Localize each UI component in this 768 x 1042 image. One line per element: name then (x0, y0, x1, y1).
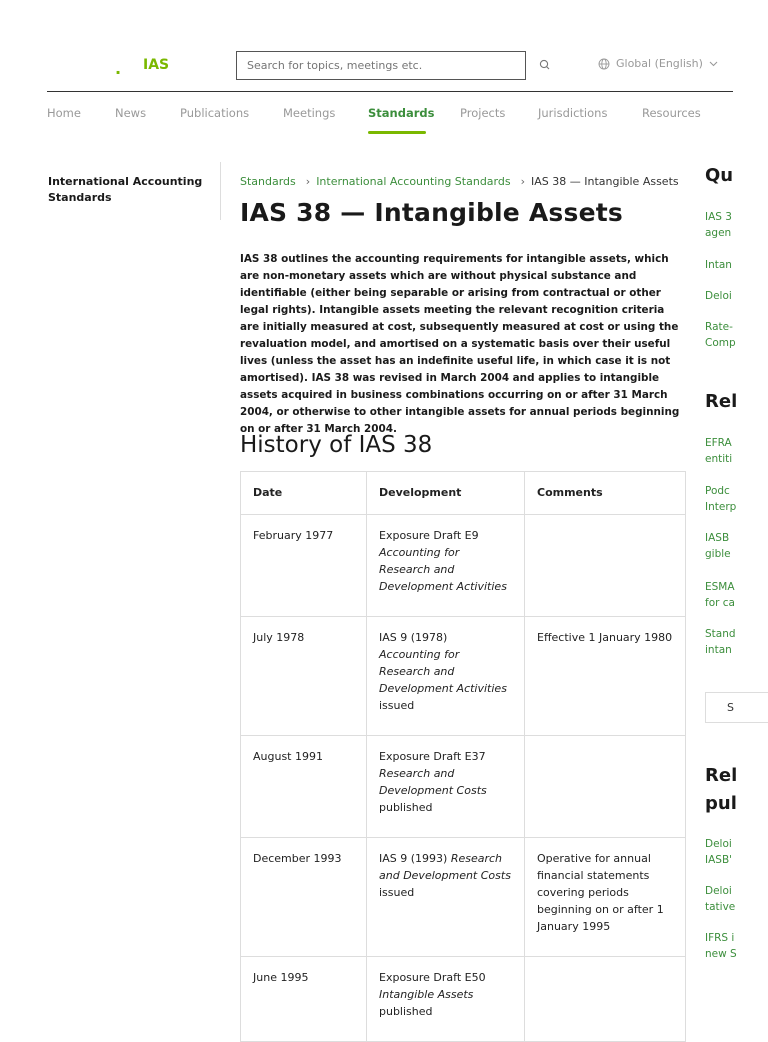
search-input[interactable] (236, 51, 526, 80)
development-text: Exposure Draft E37 (379, 750, 486, 763)
table-header-row (241, 472, 686, 515)
breadcrumb-ias[interactable]: International Accounting Standards (316, 175, 511, 188)
development-text: Exposure Draft E9 (379, 529, 479, 542)
breadcrumb-current: IAS 38 — Intangible Assets (531, 175, 679, 188)
nav-item-projects[interactable]: Projects (460, 106, 506, 120)
related-link-iasb[interactable]: IASB gible (705, 532, 731, 560)
table-row (241, 736, 686, 838)
intro-paragraph: IAS 38 outlines the accounting requirements for intangible assets, which are non-monetary assets which are without physical substance and identifiable (either being separable or arising from contractual or other legal rights). Intangible assets meeting the relevant recognition criteria are initially measured at cost, subsequently measured at cost or using the revaluation model, and amortised on a systematic basis over their useful lives (unless the asset has an indefinite useful life, in which case it is not amortised). IAS 38 was revised in March 2004 and applies to intangible assets acquired in business combinations occurring on or after 31 March 2004, or otherwise to other intangible assets for annual periods beginning on or after 31 March 2004. (240, 253, 680, 435)
related-link-efrag[interactable]: EFRA entiti (705, 437, 733, 465)
cell-date: June 1995 (241, 957, 367, 1042)
publication-link[interactable]: Deloi tative (705, 885, 736, 913)
cell-comments (525, 515, 686, 617)
related-link-podcast[interactable]: Podc Interp (705, 485, 737, 513)
cell-date: December 1993 (241, 838, 367, 957)
development-text: IAS 9 (1978) (379, 631, 448, 644)
cell-comments (525, 957, 686, 1042)
cell-comments: Effective 1 January 1980 (525, 617, 686, 736)
language-label: Global (English) (616, 57, 703, 70)
related-heading: Rel (705, 391, 738, 412)
table-row (241, 957, 686, 1042)
logo-dot[interactable]: . (115, 59, 122, 78)
nav-item-jurisdictions[interactable]: Jurisdictions (538, 106, 608, 120)
chevron-right-icon: › (305, 175, 311, 188)
publication-link[interactable]: Deloi IASB' (705, 838, 733, 866)
document-title: Accounting for Research and Development Activities (379, 546, 507, 593)
cell-date: July 1978 (241, 617, 367, 736)
related-publications-heading: Rel pul (705, 765, 738, 814)
breadcrumb (240, 175, 679, 188)
language-selector[interactable] (598, 57, 718, 70)
sidebar-section-title[interactable]: International Accounting Standards (48, 175, 203, 204)
development-suffix: published (379, 1005, 433, 1018)
chevron-right-icon: › (520, 175, 525, 188)
quick-link-ias38-agenda[interactable]: IAS 3 agen (705, 211, 732, 239)
document-title: Intangible Assets (379, 988, 474, 1001)
cell-development (367, 617, 525, 736)
see-all-button[interactable]: S (705, 692, 768, 723)
cell-development (367, 957, 525, 1042)
related-link-standard[interactable]: Stand intan (705, 628, 736, 656)
main-nav (47, 91, 733, 137)
development-text: Exposure Draft E50 (379, 971, 486, 984)
table-row (241, 838, 686, 957)
logo[interactable]: IAS (143, 57, 170, 73)
history-heading: History of IAS 38 (240, 432, 433, 458)
history-table (240, 471, 686, 1042)
cell-development (367, 838, 525, 957)
column-header-development: Development (367, 472, 525, 515)
related-link-esma[interactable]: ESMA for ca (705, 581, 735, 609)
quick-link-intangible[interactable]: Intan (705, 259, 732, 271)
globe-icon (598, 58, 610, 70)
chevron-down-icon (709, 61, 718, 67)
publication-link[interactable]: IFRS i new S (705, 932, 737, 960)
page-title: IAS 38 — Intangible Assets (240, 198, 623, 227)
active-tab-indicator (368, 131, 426, 134)
cell-development (367, 736, 525, 838)
document-title: Research and Development Costs (379, 852, 511, 882)
search-icon[interactable] (538, 58, 552, 72)
cell-date: August 1991 (241, 736, 367, 838)
nav-item-meetings[interactable]: Meetings (283, 106, 336, 120)
cell-development (367, 515, 525, 617)
column-header-date: Date (241, 472, 367, 515)
sidebar-divider (220, 162, 221, 220)
cell-comments (525, 736, 686, 838)
breadcrumb-standards[interactable]: Standards (240, 175, 296, 188)
development-suffix: published (379, 801, 433, 814)
cell-date: February 1977 (241, 515, 367, 617)
table-row (241, 617, 686, 736)
development-suffix: issued (379, 886, 415, 899)
development-text: IAS 9 (1993) (379, 852, 451, 865)
nav-item-resources[interactable]: Resources (642, 106, 701, 120)
document-title: Research and Development Costs (379, 767, 487, 797)
quick-links-heading: Qu (705, 165, 734, 186)
quick-link-rate[interactable]: Rate- Comp (705, 321, 736, 349)
quick-link-deloitte[interactable]: Deloi (705, 290, 732, 302)
nav-item-home[interactable]: Home (47, 106, 81, 120)
cell-comments: Operative for annual financial statements covering periods beginning on or after 1 January 1995 (525, 838, 686, 957)
nav-item-news[interactable]: News (115, 106, 147, 120)
nav-item-standards[interactable]: Standards (368, 106, 435, 120)
development-suffix: issued (379, 699, 415, 712)
column-header-comments: Comments (525, 472, 686, 515)
table-row (241, 515, 686, 617)
nav-item-publications[interactable]: Publications (180, 106, 250, 120)
document-title: Accounting for Research and Development Activities (379, 648, 507, 695)
